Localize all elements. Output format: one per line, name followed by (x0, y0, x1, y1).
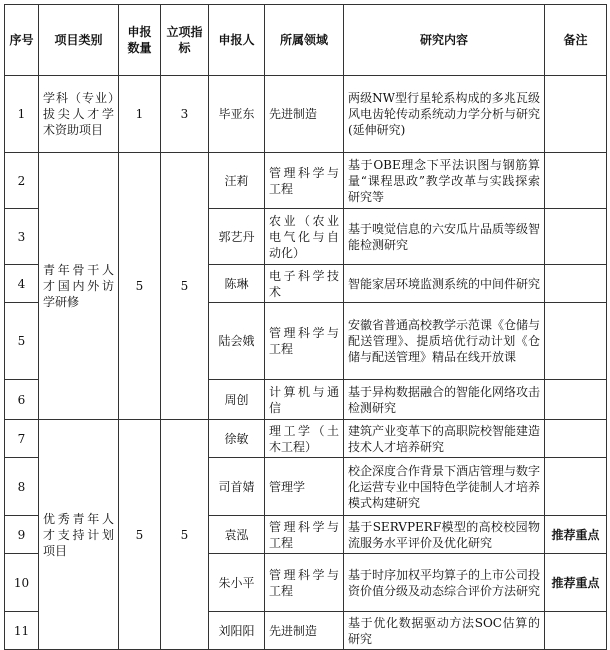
seq-cell: 9 (5, 516, 39, 554)
applicant-cell: 袁泓 (209, 516, 265, 554)
header-seq: 序号 (5, 5, 39, 76)
remark-cell (545, 209, 607, 265)
seq-cell: 7 (5, 420, 39, 458)
applied-cell: 1 (119, 76, 161, 153)
remark-cell (545, 420, 607, 458)
seq-cell: 3 (5, 209, 39, 265)
content-cell: 基于OBE理念下平法识图与钢筋算量“课程思政”教学改革与实践探索研究等 (344, 153, 545, 209)
field-cell: 管理科学与工程 (265, 153, 344, 209)
category-cell: 优秀青年人才支持计划项目 (39, 420, 119, 650)
content-cell: 基于SERVPERF模型的高校校园物流服务水平评价及优化研究 (344, 516, 545, 554)
approved-cell: 5 (161, 153, 209, 420)
approved-cell: 3 (161, 76, 209, 153)
remark-cell: 推荐重点 (545, 516, 607, 554)
header-row (5, 5, 607, 76)
field-cell: 农业（农业电气化与自动化） (265, 209, 344, 265)
applied-cell: 5 (119, 153, 161, 420)
content-cell: 建筑产业变革下的高职院校智能建造技术人才培养研究 (344, 420, 545, 458)
seq-cell: 5 (5, 303, 39, 380)
header-category: 项目类别 (39, 5, 119, 76)
content-cell: 基于嗅觉信息的六安瓜片品质等级智能检测研究 (344, 209, 545, 265)
applicant-cell: 陆会娥 (209, 303, 265, 380)
header-applied: 申报数量 (119, 5, 161, 76)
remark-cell (545, 612, 607, 650)
applicant-cell: 汪莉 (209, 153, 265, 209)
field-cell: 管理科学与工程 (265, 516, 344, 554)
applied-cell: 5 (119, 420, 161, 650)
table-row (5, 420, 607, 458)
applicant-cell: 毕亚东 (209, 76, 265, 153)
category-cell: 青年骨干人才国内外访学研修 (39, 153, 119, 420)
content-cell: 校企深度合作背景下酒店管理与数字化运营专业中国特色学徒制人才培养模式构建研究 (344, 458, 545, 516)
content-cell: 基于异构数据融合的智能化网络攻击检测研究 (344, 380, 545, 420)
seq-cell: 1 (5, 76, 39, 153)
remark-cell (545, 380, 607, 420)
applicant-cell: 陈琳 (209, 265, 265, 303)
field-cell: 管理科学与工程 (265, 303, 344, 380)
field-cell: 计算机与通信 (265, 380, 344, 420)
content-cell: 智能家居环境监测系统的中间件研究 (344, 265, 545, 303)
applicant-cell: 朱小平 (209, 554, 265, 612)
field-cell: 管理学 (265, 458, 344, 516)
seq-cell: 11 (5, 612, 39, 650)
applicant-cell: 周创 (209, 380, 265, 420)
project-table (4, 4, 607, 650)
seq-cell: 10 (5, 554, 39, 612)
table-row (5, 76, 607, 153)
approved-cell: 5 (161, 420, 209, 650)
applicant-cell: 司首婧 (209, 458, 265, 516)
applicant-cell: 郭艺丹 (209, 209, 265, 265)
remark-cell: 推荐重点 (545, 554, 607, 612)
header-content: 研究内容 (344, 5, 545, 76)
header-approved: 立项指标 (161, 5, 209, 76)
remark-cell (545, 303, 607, 380)
remark-cell (545, 265, 607, 303)
applicant-cell: 徐敏 (209, 420, 265, 458)
remark-cell (545, 153, 607, 209)
field-cell: 先进制造 (265, 76, 344, 153)
seq-cell: 4 (5, 265, 39, 303)
field-cell: 管理科学与工程 (265, 554, 344, 612)
remark-cell (545, 458, 607, 516)
field-cell: 理工学（土木工程） (265, 420, 344, 458)
header-applicant: 申报人 (209, 5, 265, 76)
header-remark: 备注 (545, 5, 607, 76)
seq-cell: 2 (5, 153, 39, 209)
content-cell: 安徽省普通高校教学示范课《仓储与配送管理》、提质培优行动计划《仓储与配送管理》精品在线开放课 (344, 303, 545, 380)
seq-cell: 6 (5, 380, 39, 420)
applicant-cell: 刘阳阳 (209, 612, 265, 650)
content-cell: 基于优化数据驱动方法SOC估算的研究 (344, 612, 545, 650)
remark-cell (545, 76, 607, 153)
category-cell: 学科（专业）拔尖人才学术资助项目 (39, 76, 119, 153)
content-cell: 基于时序加权平均算子的上市公司投资价值分级及动态综合评价方法研究 (344, 554, 545, 612)
seq-cell: 8 (5, 458, 39, 516)
field-cell: 先进制造 (265, 612, 344, 650)
table-row (5, 153, 607, 209)
content-cell: 两级NW型行星轮系构成的多兆瓦级风电齿轮传动系统动力学分析与研究(延伸研究) (344, 76, 545, 153)
header-field: 所属领域 (265, 5, 344, 76)
field-cell: 电子科学技术 (265, 265, 344, 303)
